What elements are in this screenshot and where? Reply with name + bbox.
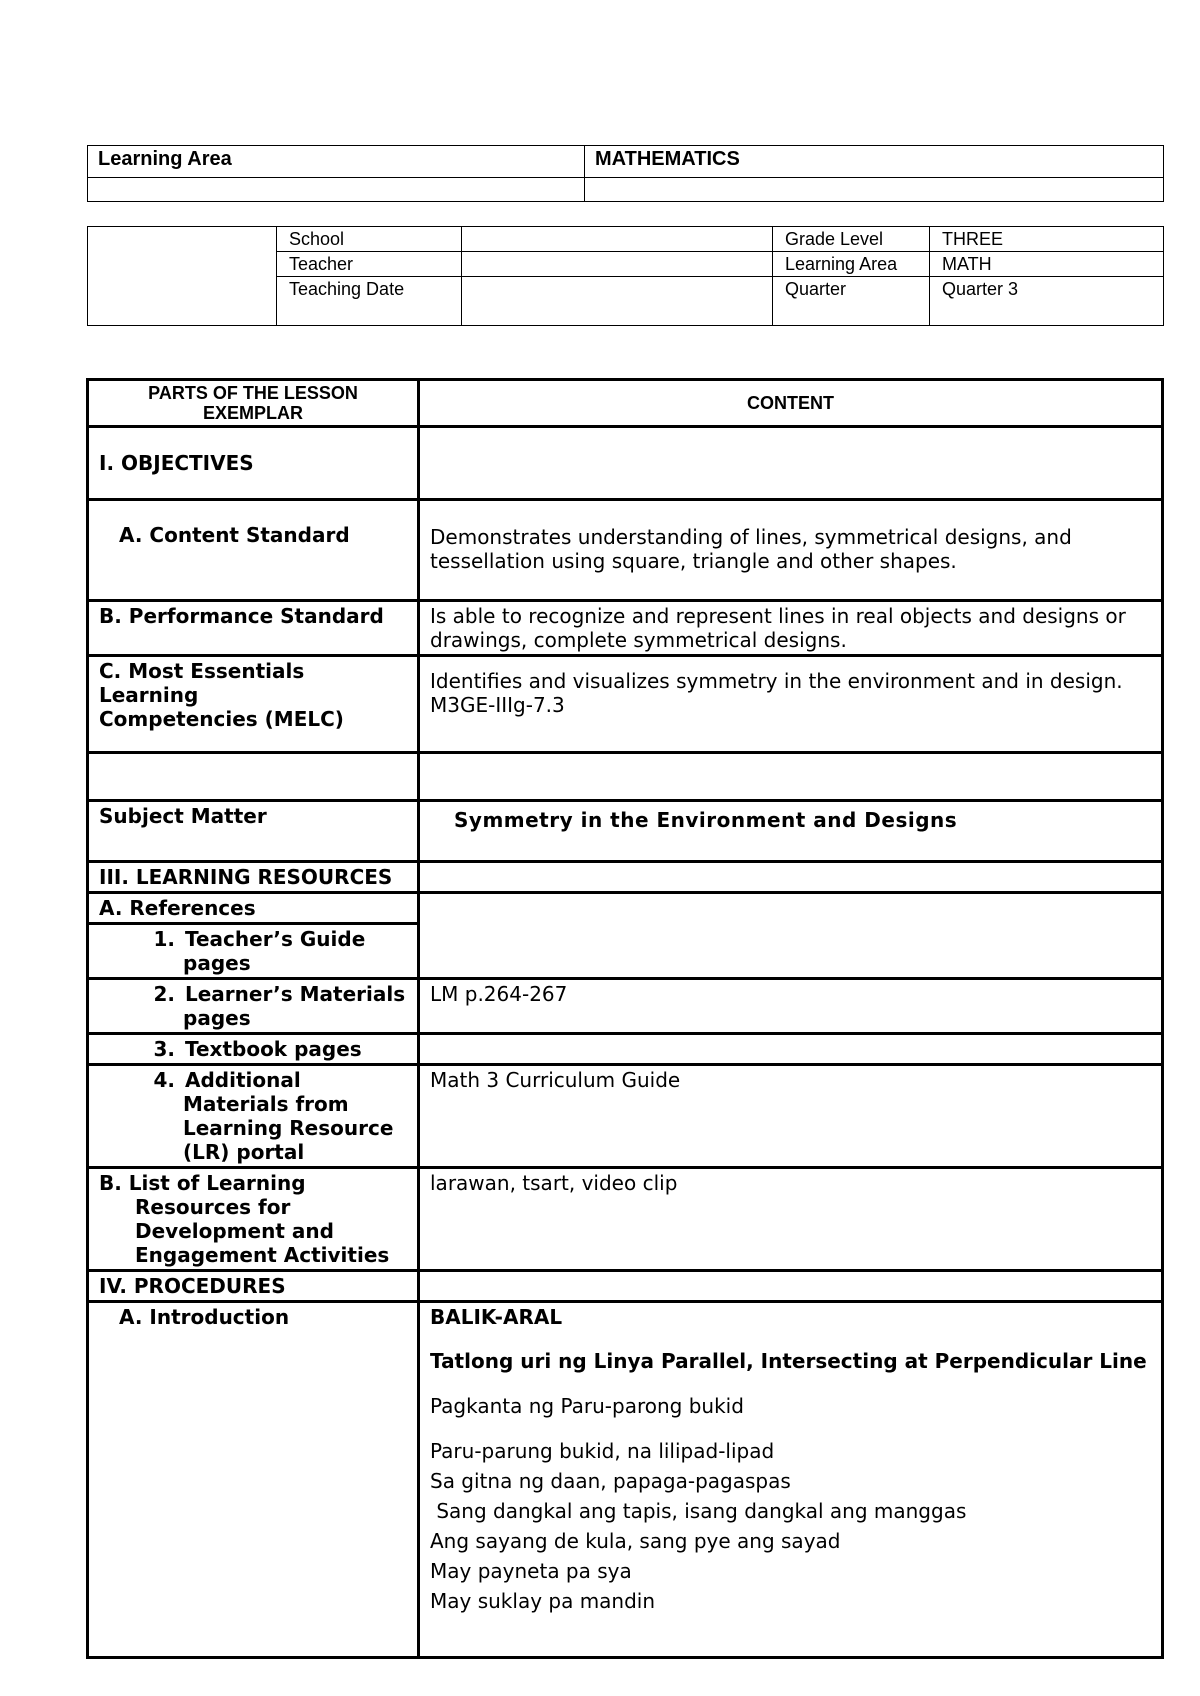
melc-content [419, 656, 1163, 753]
subject-matter-value: Symmetry in the Environment and Designs [419, 801, 1163, 862]
references-label: A. References [88, 893, 419, 924]
quarter-value: Quarter 3 [930, 277, 1164, 326]
additional-materials-value: Math 3 Curriculum Guide [419, 1065, 1163, 1168]
performance-standard-label: B. Performance Standard [88, 601, 419, 656]
learners-materials-label: Learner’s Materials pages [183, 982, 406, 1030]
intro-subtitle: Tatlong uri ng Linya Parallel, Intersecting at Perpendicular Line [430, 1349, 1147, 1373]
content-standard-text: Demonstrates understanding of lines, symmetrical designs, and tessellation using square, triangle and other shapes. [419, 500, 1163, 601]
lesson-exemplar-table [86, 378, 1164, 1659]
empty-cell [419, 893, 1163, 979]
objectives-label: I. OBJECTIVES [88, 427, 419, 500]
school-label: School [277, 227, 462, 252]
introduction-content [419, 1302, 1163, 1658]
intro-title: BALIK-ARAL [430, 1305, 563, 1329]
additional-materials-label: Additional Materials from Learning Resource (LR) portal [183, 1068, 394, 1164]
list-of-resources-label: B. List of Learning Resources for Development and Engagement Activities [88, 1168, 419, 1271]
empty-cell [88, 753, 419, 801]
content-standard-label: A. Content Standard [88, 500, 419, 601]
song-title: Pagkanta ng Paru-parong bukid [430, 1394, 744, 1418]
teaching-date-value [462, 277, 773, 326]
empty-cell [419, 1034, 1163, 1065]
teacher-label: Teacher [277, 252, 462, 277]
list-of-resources-value: larawan, tsart, video clip [419, 1168, 1163, 1271]
logo-cell [88, 227, 277, 326]
textbook-row [88, 1034, 419, 1065]
learning-area-value: MATH [930, 252, 1164, 277]
melc-label-line1: C. Most Essentials Learning [99, 659, 305, 707]
melc-code: M3GE-IIIg-7.3 [430, 693, 565, 717]
song-line: Sa gitna ng daan, papaga-pagaspas [430, 1469, 791, 1493]
procedures-label: IV. PROCEDURES [88, 1271, 419, 1302]
song-line: Ang sayang de kula, sang pye ang sayad [430, 1529, 841, 1553]
grade-level-value: THREE [930, 227, 1164, 252]
learning-area-value: MATHEMATICS [585, 146, 1164, 178]
teaching-date-label: Teaching Date [277, 277, 462, 326]
teacher-value [462, 252, 773, 277]
teachers-guide-label: Teacher’s Guide pages [183, 927, 366, 975]
column-header-content: CONTENT [419, 380, 1163, 427]
textbook-label: Textbook pages [185, 1037, 362, 1061]
learners-materials-row [88, 979, 419, 1034]
empty-cell [88, 178, 585, 202]
melc-label-line2: Competencies (MELC) [99, 707, 344, 731]
song-line: Sang dangkal ang tapis, isang dangkal ang manggas [430, 1499, 967, 1523]
item-number: 3. [153, 1037, 175, 1061]
school-value [462, 227, 773, 252]
item-number: 2. [153, 982, 175, 1006]
melc-text: Identifies and visualizes symmetry in the environment and in design. [430, 669, 1123, 693]
learning-resources-label: III. LEARNING RESOURCES [88, 862, 419, 893]
song-lyrics [430, 1436, 1151, 1616]
song-line: May payneta pa sya [430, 1559, 632, 1583]
song-line: May suklay pa mandin [430, 1589, 656, 1613]
empty-cell [419, 753, 1163, 801]
performance-standard-text: Is able to recognize and represent lines in real objects and designs or drawings, complete symmetrical designs. [419, 601, 1163, 656]
objectives-content [419, 427, 1163, 500]
song-line: Paru-parung bukid, na lilipad-lipad [430, 1439, 775, 1463]
empty-cell [419, 862, 1163, 893]
item-number: 1. [153, 927, 175, 951]
learners-materials-value: LM p.264-267 [419, 979, 1163, 1034]
school-info-table [87, 226, 1164, 326]
empty-cell [585, 178, 1164, 202]
learning-area-label: Learning Area [88, 146, 585, 178]
quarter-label: Quarter [773, 277, 930, 326]
learning-area-label: Learning Area [773, 252, 930, 277]
item-number: 4. [153, 1068, 175, 1092]
subject-matter-label: Subject Matter [88, 801, 419, 862]
empty-cell [419, 1271, 1163, 1302]
column-header-parts: PARTS OF THE LESSON EXEMPLAR [88, 380, 419, 427]
melc-label [88, 656, 419, 753]
grade-level-label: Grade Level [773, 227, 930, 252]
learning-area-table [87, 145, 1164, 202]
introduction-label: A. Introduction [88, 1302, 419, 1658]
teachers-guide-row [88, 924, 419, 979]
additional-materials-row [88, 1065, 419, 1168]
